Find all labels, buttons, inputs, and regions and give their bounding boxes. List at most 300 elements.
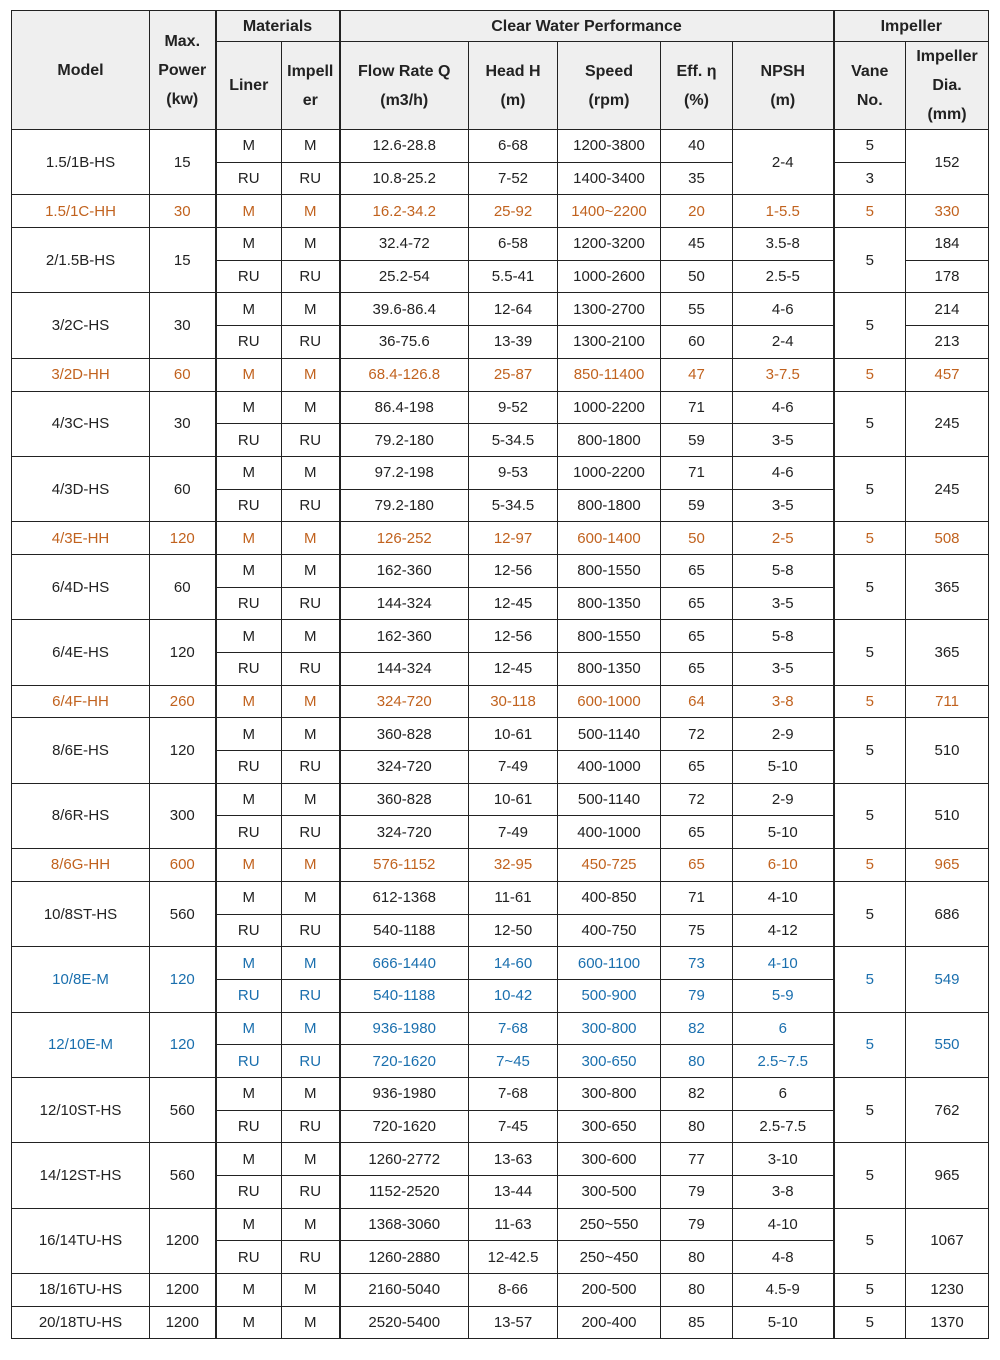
cell-impeller-material: M: [282, 293, 340, 326]
cell-model: 4/3C-HS: [12, 391, 150, 456]
cell-impeller-material: RU: [282, 1176, 340, 1209]
cell-liner: M: [216, 1306, 282, 1339]
cell-head: 12-45: [469, 587, 558, 620]
cell-vane: 5: [834, 1143, 906, 1208]
cell-liner: M: [216, 358, 282, 391]
cell-impeller-material: RU: [282, 816, 340, 849]
cell-eff: 65: [661, 816, 733, 849]
cell-flow: 97.2-198: [340, 456, 469, 489]
cell-speed: 1400-3400: [558, 162, 661, 195]
cell-npsh: 4-6: [733, 391, 834, 424]
cell-eff: 20: [661, 195, 733, 228]
cell-flow: 86.4-198: [340, 391, 469, 424]
table-row: [12, 881, 989, 914]
cell-head: 13-57: [469, 1306, 558, 1339]
cell-speed: 400-750: [558, 914, 661, 947]
cell-npsh: 3-5: [733, 653, 834, 686]
cell-vane: 5: [834, 130, 906, 163]
cell-npsh: 2.5-7.5: [733, 1110, 834, 1143]
cell-eff: 59: [661, 424, 733, 457]
cell-liner: RU: [216, 1110, 282, 1143]
cell-head: 25-87: [469, 358, 558, 391]
cell-liner: RU: [216, 162, 282, 195]
cell-impeller-material: RU: [282, 162, 340, 195]
cell-head: 9-53: [469, 456, 558, 489]
cell-model: 1.5/1B-HS: [12, 130, 150, 195]
cell-speed: 800-1350: [558, 653, 661, 686]
cell-impeller-material: M: [282, 195, 340, 228]
cell-head: 7-68: [469, 1012, 558, 1045]
cell-eff: 71: [661, 391, 733, 424]
cell-impeller-material: RU: [282, 260, 340, 293]
cell-liner: RU: [216, 1241, 282, 1274]
header-npsh: NPSH (m): [733, 42, 834, 130]
cell-speed: 600-1400: [558, 522, 661, 555]
header-liner: Liner: [216, 42, 282, 130]
cell-flow: 79.2-180: [340, 424, 469, 457]
cell-npsh: 4-10: [733, 1208, 834, 1241]
cell-eff: 80: [661, 1241, 733, 1274]
cell-npsh: 2-4: [733, 326, 834, 359]
cell-impeller-material: RU: [282, 489, 340, 522]
table-row: [12, 293, 989, 326]
cell-liner: M: [216, 456, 282, 489]
cell-flow: 324-720: [340, 685, 469, 718]
cell-flow: 32.4-72: [340, 228, 469, 261]
cell-dia: 330: [906, 195, 989, 228]
cell-flow: 126-252: [340, 522, 469, 555]
cell-eff: 80: [661, 1274, 733, 1307]
cell-dia: 245: [906, 456, 989, 521]
cell-vane: 5: [834, 456, 906, 521]
cell-model: 14/12ST-HS: [12, 1143, 150, 1208]
cell-speed: 450-725: [558, 849, 661, 882]
header-eff: Eff. η (%): [661, 42, 733, 130]
cell-speed: 1000-2200: [558, 456, 661, 489]
cell-model: 8/6R-HS: [12, 783, 150, 848]
cell-head: 7-68: [469, 1077, 558, 1110]
cell-npsh: 3-10: [733, 1143, 834, 1176]
cell-model: 20/18TU-HS: [12, 1306, 150, 1339]
cell-flow: 39.6-86.4: [340, 293, 469, 326]
cell-npsh: 5-10: [733, 816, 834, 849]
cell-power: 260: [150, 685, 216, 718]
cell-model: 1.5/1C-HH: [12, 195, 150, 228]
cell-power: 30: [150, 293, 216, 358]
cell-head: 10-42: [469, 979, 558, 1012]
cell-power: 120: [150, 620, 216, 685]
cell-speed: 1400~2200: [558, 195, 661, 228]
cell-eff: 79: [661, 979, 733, 1012]
cell-power: 30: [150, 195, 216, 228]
cell-flow: 720-1620: [340, 1045, 469, 1078]
cell-npsh: 4-12: [733, 914, 834, 947]
cell-vane: 5: [834, 1012, 906, 1077]
table-row: [12, 228, 989, 261]
table-row: [12, 783, 989, 816]
cell-impeller-material: M: [282, 718, 340, 751]
cell-eff: 50: [661, 260, 733, 293]
cell-dia: 178: [906, 260, 989, 293]
table-row: [12, 1306, 989, 1339]
cell-npsh: 3-5: [733, 587, 834, 620]
cell-head: 13-63: [469, 1143, 558, 1176]
cell-head: 5-34.5: [469, 424, 558, 457]
header-head: Head H (m): [469, 42, 558, 130]
cell-head: 7-45: [469, 1110, 558, 1143]
cell-impeller-material: M: [282, 849, 340, 882]
cell-impeller-material: M: [282, 358, 340, 391]
cell-head: 6-58: [469, 228, 558, 261]
cell-power: 30: [150, 391, 216, 456]
table-row: [12, 358, 989, 391]
cell-model: 6/4F-HH: [12, 685, 150, 718]
cell-dia: 1230: [906, 1274, 989, 1307]
cell-vane: 5: [834, 1274, 906, 1307]
header-vane: Vane No.: [834, 42, 906, 130]
cell-impeller-material: RU: [282, 1110, 340, 1143]
cell-eff: 65: [661, 554, 733, 587]
cell-speed: 1000-2200: [558, 391, 661, 424]
cell-liner: M: [216, 130, 282, 163]
cell-liner: M: [216, 554, 282, 587]
cell-flow: 144-324: [340, 653, 469, 686]
table-row: [12, 1143, 989, 1176]
cell-liner: RU: [216, 979, 282, 1012]
cell-npsh: 4-6: [733, 456, 834, 489]
cell-flow: 12.6-28.8: [340, 130, 469, 163]
cell-npsh: 5-9: [733, 979, 834, 1012]
cell-npsh: 2-4: [733, 130, 834, 195]
cell-speed: 500-1140: [558, 783, 661, 816]
cell-vane: 5: [834, 228, 906, 293]
cell-head: 12-97: [469, 522, 558, 555]
header-materials: Materials: [216, 11, 340, 42]
cell-flow: 68.4-126.8: [340, 358, 469, 391]
cell-head: 7-49: [469, 751, 558, 784]
cell-model: 12/10E-M: [12, 1012, 150, 1077]
cell-npsh: 4-10: [733, 947, 834, 980]
cell-power: 120: [150, 522, 216, 555]
cell-head: 5-34.5: [469, 489, 558, 522]
cell-impeller-material: M: [282, 456, 340, 489]
cell-eff: 45: [661, 228, 733, 261]
cell-impeller-material: M: [282, 1077, 340, 1110]
cell-liner: M: [216, 881, 282, 914]
cell-flow: 324-720: [340, 751, 469, 784]
cell-liner: M: [216, 783, 282, 816]
cell-speed: 200-400: [558, 1306, 661, 1339]
cell-liner: RU: [216, 587, 282, 620]
cell-dia: 365: [906, 620, 989, 685]
cell-dia: 213: [906, 326, 989, 359]
cell-dia: 762: [906, 1077, 989, 1142]
cell-impeller-material: RU: [282, 1241, 340, 1274]
cell-head: 7~45: [469, 1045, 558, 1078]
cell-model: 8/6G-HH: [12, 849, 150, 882]
cell-power: 1200: [150, 1208, 216, 1273]
cell-dia: 965: [906, 849, 989, 882]
cell-vane: 5: [834, 718, 906, 783]
cell-speed: 400-1000: [558, 816, 661, 849]
cell-flow: 10.8-25.2: [340, 162, 469, 195]
cell-eff: 65: [661, 620, 733, 653]
cell-npsh: 4-8: [733, 1241, 834, 1274]
cell-vane: 3: [834, 162, 906, 195]
cell-npsh: 6-10: [733, 849, 834, 882]
cell-model: 2/1.5B-HS: [12, 228, 150, 293]
cell-flow: 144-324: [340, 587, 469, 620]
cell-liner: RU: [216, 751, 282, 784]
cell-head: 10-61: [469, 718, 558, 751]
cell-head: 32-95: [469, 849, 558, 882]
cell-head: 9-52: [469, 391, 558, 424]
cell-head: 11-63: [469, 1208, 558, 1241]
spec-table-body: [12, 130, 989, 1339]
header-impeller-material: Impell er: [282, 42, 340, 130]
cell-eff: 64: [661, 685, 733, 718]
cell-eff: 40: [661, 130, 733, 163]
cell-power: 600: [150, 849, 216, 882]
table-row: [12, 1012, 989, 1045]
table-row: [12, 947, 989, 980]
cell-speed: 300-800: [558, 1077, 661, 1110]
cell-flow: 612-1368: [340, 881, 469, 914]
cell-eff: 73: [661, 947, 733, 980]
table-row: [12, 195, 989, 228]
cell-dia: 965: [906, 1143, 989, 1208]
cell-liner: M: [216, 522, 282, 555]
cell-liner: M: [216, 718, 282, 751]
cell-eff: 65: [661, 653, 733, 686]
table-row: [12, 685, 989, 718]
cell-eff: 82: [661, 1012, 733, 1045]
cell-flow: 2520-5400: [340, 1306, 469, 1339]
table-row: [12, 522, 989, 555]
cell-liner: RU: [216, 816, 282, 849]
cell-liner: RU: [216, 326, 282, 359]
cell-npsh: 6: [733, 1077, 834, 1110]
cell-head: 7-49: [469, 816, 558, 849]
cell-speed: 300-500: [558, 1176, 661, 1209]
cell-flow: 540-1188: [340, 914, 469, 947]
cell-impeller-material: RU: [282, 1045, 340, 1078]
cell-speed: 1200-3800: [558, 130, 661, 163]
table-row: [12, 849, 989, 882]
cell-head: 6-68: [469, 130, 558, 163]
cell-eff: 80: [661, 1045, 733, 1078]
cell-liner: RU: [216, 260, 282, 293]
cell-impeller-material: M: [282, 1274, 340, 1307]
cell-liner: M: [216, 849, 282, 882]
cell-impeller-material: M: [282, 620, 340, 653]
cell-liner: RU: [216, 489, 282, 522]
cell-speed: 200-500: [558, 1274, 661, 1307]
cell-head: 12-56: [469, 554, 558, 587]
cell-eff: 71: [661, 456, 733, 489]
cell-eff: 65: [661, 751, 733, 784]
cell-model: 10/8ST-HS: [12, 881, 150, 946]
cell-flow: 162-360: [340, 554, 469, 587]
cell-npsh: 2.5~7.5: [733, 1045, 834, 1078]
table-row: [12, 554, 989, 587]
cell-speed: 300-800: [558, 1012, 661, 1045]
cell-power: 60: [150, 554, 216, 619]
cell-head: 12-64: [469, 293, 558, 326]
cell-flow: 36-75.6: [340, 326, 469, 359]
cell-head: 5.5-41: [469, 260, 558, 293]
cell-speed: 1200-3200: [558, 228, 661, 261]
cell-dia: 365: [906, 554, 989, 619]
pump-spec-table: [11, 10, 989, 1339]
cell-vane: 5: [834, 1306, 906, 1339]
cell-vane: 5: [834, 947, 906, 1012]
cell-eff: 79: [661, 1176, 733, 1209]
cell-liner: M: [216, 195, 282, 228]
cell-eff: 60: [661, 326, 733, 359]
cell-vane: 5: [834, 1208, 906, 1273]
cell-head: 8-66: [469, 1274, 558, 1307]
cell-liner: M: [216, 391, 282, 424]
cell-head: 30-118: [469, 685, 558, 718]
cell-eff: 71: [661, 881, 733, 914]
cell-vane: 5: [834, 358, 906, 391]
cell-head: 11-61: [469, 881, 558, 914]
cell-power: 15: [150, 228, 216, 293]
cell-dia: 510: [906, 783, 989, 848]
cell-flow: 936-1980: [340, 1012, 469, 1045]
cell-flow: 360-828: [340, 718, 469, 751]
cell-liner: M: [216, 1143, 282, 1176]
cell-eff: 82: [661, 1077, 733, 1110]
cell-model: 12/10ST-HS: [12, 1077, 150, 1142]
cell-dia: 550: [906, 1012, 989, 1077]
cell-flow: 666-1440: [340, 947, 469, 980]
cell-power: 120: [150, 1012, 216, 1077]
cell-vane: 5: [834, 522, 906, 555]
cell-dia: 214: [906, 293, 989, 326]
cell-flow: 540-1188: [340, 979, 469, 1012]
cell-npsh: 5-10: [733, 1306, 834, 1339]
cell-npsh: 1-5.5: [733, 195, 834, 228]
cell-flow: 936-1980: [340, 1077, 469, 1110]
cell-vane: 5: [834, 293, 906, 358]
cell-impeller-material: RU: [282, 587, 340, 620]
cell-npsh: 3-7.5: [733, 358, 834, 391]
cell-head: 13-39: [469, 326, 558, 359]
cell-head: 12-45: [469, 653, 558, 686]
cell-eff: 85: [661, 1306, 733, 1339]
cell-impeller-material: M: [282, 783, 340, 816]
cell-impeller-material: RU: [282, 751, 340, 784]
cell-head: 12-42.5: [469, 1241, 558, 1274]
header-speed: Speed (rpm): [558, 42, 661, 130]
cell-eff: 77: [661, 1143, 733, 1176]
cell-npsh: 5-8: [733, 554, 834, 587]
cell-liner: M: [216, 685, 282, 718]
cell-impeller-material: M: [282, 1208, 340, 1241]
cell-power: 560: [150, 881, 216, 946]
cell-head: 13-44: [469, 1176, 558, 1209]
cell-npsh: 3.5-8: [733, 228, 834, 261]
table-row: [12, 130, 989, 163]
cell-liner: M: [216, 620, 282, 653]
cell-power: 560: [150, 1077, 216, 1142]
cell-speed: 300-650: [558, 1045, 661, 1078]
cell-liner: RU: [216, 424, 282, 457]
cell-liner: M: [216, 1012, 282, 1045]
cell-speed: 600-1100: [558, 947, 661, 980]
cell-dia: 508: [906, 522, 989, 555]
cell-head: 12-50: [469, 914, 558, 947]
cell-speed: 1000-2600: [558, 260, 661, 293]
cell-speed: 850-11400: [558, 358, 661, 391]
cell-npsh: 4.5-9: [733, 1274, 834, 1307]
cell-impeller-material: M: [282, 881, 340, 914]
cell-flow: 2160-5040: [340, 1274, 469, 1307]
cell-flow: 1368-3060: [340, 1208, 469, 1241]
cell-head: 25-92: [469, 195, 558, 228]
cell-model: 3/2C-HS: [12, 293, 150, 358]
cell-npsh: 6: [733, 1012, 834, 1045]
cell-model: 18/16TU-HS: [12, 1274, 150, 1307]
cell-power: 15: [150, 130, 216, 195]
cell-impeller-material: RU: [282, 326, 340, 359]
cell-flow: 324-720: [340, 816, 469, 849]
cell-vane: 5: [834, 195, 906, 228]
cell-impeller-material: M: [282, 1143, 340, 1176]
cell-impeller-material: M: [282, 391, 340, 424]
cell-head: 14-60: [469, 947, 558, 980]
cell-npsh: 2-9: [733, 783, 834, 816]
cell-liner: M: [216, 228, 282, 261]
cell-power: 1200: [150, 1274, 216, 1307]
cell-impeller-material: RU: [282, 424, 340, 457]
cell-model: 3/2D-HH: [12, 358, 150, 391]
header-performance: Clear Water Performance: [340, 11, 834, 42]
cell-dia: 1067: [906, 1208, 989, 1273]
table-row: [12, 1274, 989, 1307]
cell-power: 120: [150, 718, 216, 783]
cell-dia: 711: [906, 685, 989, 718]
cell-speed: 800-1550: [558, 554, 661, 587]
cell-liner: M: [216, 293, 282, 326]
cell-power: 60: [150, 358, 216, 391]
cell-liner: M: [216, 1077, 282, 1110]
cell-npsh: 3-5: [733, 489, 834, 522]
cell-speed: 400-1000: [558, 751, 661, 784]
cell-liner: RU: [216, 914, 282, 947]
cell-speed: 800-1550: [558, 620, 661, 653]
cell-npsh: 3-5: [733, 424, 834, 457]
cell-speed: 500-900: [558, 979, 661, 1012]
cell-liner: RU: [216, 653, 282, 686]
cell-vane: 5: [834, 391, 906, 456]
cell-flow: 25.2-54: [340, 260, 469, 293]
cell-power: 60: [150, 456, 216, 521]
header-flow: Flow Rate Q (m3/h): [340, 42, 469, 130]
header-model: Model: [12, 11, 150, 130]
cell-speed: 1300-2700: [558, 293, 661, 326]
cell-eff: 75: [661, 914, 733, 947]
cell-speed: 300-600: [558, 1143, 661, 1176]
cell-npsh: 5-10: [733, 751, 834, 784]
cell-flow: 16.2-34.2: [340, 195, 469, 228]
cell-eff: 50: [661, 522, 733, 555]
cell-speed: 250~550: [558, 1208, 661, 1241]
cell-dia: 549: [906, 947, 989, 1012]
table-row: [12, 456, 989, 489]
